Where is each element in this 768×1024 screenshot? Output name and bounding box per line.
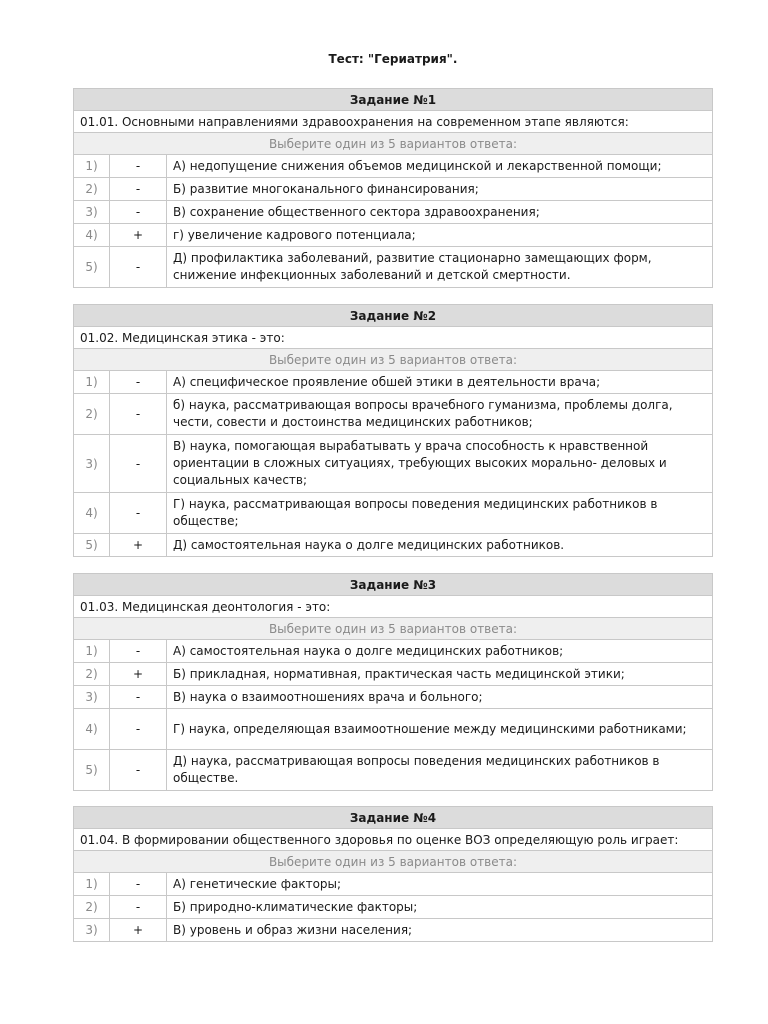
answer-text: А) специфическое проявление обшей этики в деятельности врача; xyxy=(167,371,713,394)
answer-text: А) самостоятельная наука о долге медицинских работников; xyxy=(167,640,713,663)
answer-number: 4) xyxy=(74,224,110,247)
answer-row[interactable] xyxy=(74,709,713,750)
answer-mark: - xyxy=(110,750,167,791)
answer-number: 5) xyxy=(74,750,110,791)
instruction-text: Выберите один из 5 вариантов ответа: xyxy=(74,851,713,873)
answer-number: 2) xyxy=(74,178,110,201)
answer-text: Г) наука, рассматривающая вопросы поведения медицинских работников в обществе; xyxy=(167,493,713,534)
answer-text: Б) развитие многоканального финансирования; xyxy=(167,178,713,201)
answer-number: 5) xyxy=(74,534,110,557)
answer-mark: - xyxy=(110,178,167,201)
answer-mark: - xyxy=(110,371,167,394)
question-text: 01.04. В формировании общественного здоровья по оценке ВОЗ определяющую роль играет: xyxy=(74,829,713,851)
answer-number: 1) xyxy=(74,155,110,178)
answer-row[interactable] xyxy=(74,873,713,896)
answer-number: 3) xyxy=(74,201,110,224)
answer-row[interactable] xyxy=(74,155,713,178)
task-1-table xyxy=(73,88,713,288)
answer-text: Б) прикладная, нормативная, практическая часть медицинской этики; xyxy=(167,663,713,686)
answer-text: Д) наука, рассматривающая вопросы поведения медицинских работников в обществе. xyxy=(167,750,713,791)
answer-row[interactable] xyxy=(74,640,713,663)
answer-number: 2) xyxy=(74,896,110,919)
answer-row[interactable] xyxy=(74,686,713,709)
answer-number: 1) xyxy=(74,640,110,663)
question-text: 01.01. Основными направлениями здравоохранения на современном этапе являются: xyxy=(74,111,713,133)
answer-text: г) увеличение кадрового потенциала; xyxy=(167,224,713,247)
answer-number: 3) xyxy=(74,435,110,493)
answer-mark: - xyxy=(110,686,167,709)
answer-mark: + xyxy=(110,534,167,557)
answer-text: А) генетические факторы; xyxy=(167,873,713,896)
answer-mark: + xyxy=(110,663,167,686)
answer-number: 4) xyxy=(74,709,110,750)
task-header: Задание №2 xyxy=(74,305,713,327)
answer-row[interactable] xyxy=(74,663,713,686)
answer-number: 3) xyxy=(74,919,110,942)
answer-number: 3) xyxy=(74,686,110,709)
answer-text: Д) самостоятельная наука о долге медицинских работников. xyxy=(167,534,713,557)
answer-text: В) уровень и образ жизни населения; xyxy=(167,919,713,942)
answer-mark: + xyxy=(110,224,167,247)
answer-text: б) наука, рассматривающая вопросы врачебного гуманизма, проблемы долга, чести, совести и достоинства медицинских работников; xyxy=(167,394,713,435)
answer-text: В) сохранение общественного сектора здравоохранения; xyxy=(167,201,713,224)
answer-row[interactable] xyxy=(74,201,713,224)
answer-mark: - xyxy=(110,247,167,288)
answer-mark: - xyxy=(110,155,167,178)
answer-number: 5) xyxy=(74,247,110,288)
task-3-table xyxy=(73,573,713,791)
answer-mark: - xyxy=(110,873,167,896)
answer-text: А) недопущение снижения объемов медицинской и лекарственной помощи; xyxy=(167,155,713,178)
answer-mark: - xyxy=(110,394,167,435)
answer-number: 2) xyxy=(74,663,110,686)
question-text: 01.02. Медицинская этика - это: xyxy=(74,327,713,349)
instruction-text: Выберите один из 5 вариантов ответа: xyxy=(74,618,713,640)
task-header: Задание №3 xyxy=(74,574,713,596)
task-2-table xyxy=(73,304,713,557)
page-title: Тест: "Гериатрия". xyxy=(328,52,458,66)
question-text: 01.03. Медицинская деонтология - это: xyxy=(74,596,713,618)
answer-text: Д) профилактика заболеваний, развитие стационарно замещающих форм, снижение инфекционных заболеваний и детской смертности. xyxy=(167,247,713,288)
answer-row[interactable] xyxy=(74,750,713,791)
answer-row[interactable] xyxy=(74,178,713,201)
answer-text: Г) наука, определяющая взаимоотношение между медицинскими работниками; xyxy=(167,709,713,750)
answer-row[interactable] xyxy=(74,493,713,534)
task-4-table xyxy=(73,806,713,942)
answer-row[interactable] xyxy=(74,896,713,919)
answer-row[interactable] xyxy=(74,394,713,435)
answer-row[interactable] xyxy=(74,435,713,493)
answer-number: 2) xyxy=(74,394,110,435)
answer-mark: - xyxy=(110,201,167,224)
answer-number: 1) xyxy=(74,371,110,394)
answer-number: 1) xyxy=(74,873,110,896)
answer-text: В) наука, помогающая вырабатывать у врача способность к нравственной ориентации в сложных ситуациях, требующих высоких морально- деловых и социальных качеств; xyxy=(167,435,713,493)
answer-mark: - xyxy=(110,493,167,534)
answer-row[interactable] xyxy=(74,247,713,288)
instruction-text: Выберите один из 5 вариантов ответа: xyxy=(74,133,713,155)
task-header: Задание №4 xyxy=(74,807,713,829)
answer-mark: - xyxy=(110,640,167,663)
answer-row[interactable] xyxy=(74,919,713,942)
answer-row[interactable] xyxy=(74,371,713,394)
answer-mark: - xyxy=(110,435,167,493)
answer-row[interactable] xyxy=(74,224,713,247)
task-header: Задание №1 xyxy=(74,89,713,111)
answer-number: 4) xyxy=(74,493,110,534)
answer-mark: + xyxy=(110,919,167,942)
answer-row[interactable] xyxy=(74,534,713,557)
instruction-text: Выберите один из 5 вариантов ответа: xyxy=(74,349,713,371)
answer-mark: - xyxy=(110,896,167,919)
answer-mark: - xyxy=(110,709,167,750)
answer-text: В) наука о взаимоотношениях врача и больного; xyxy=(167,686,713,709)
answer-text: Б) природно-климатические факторы; xyxy=(167,896,713,919)
